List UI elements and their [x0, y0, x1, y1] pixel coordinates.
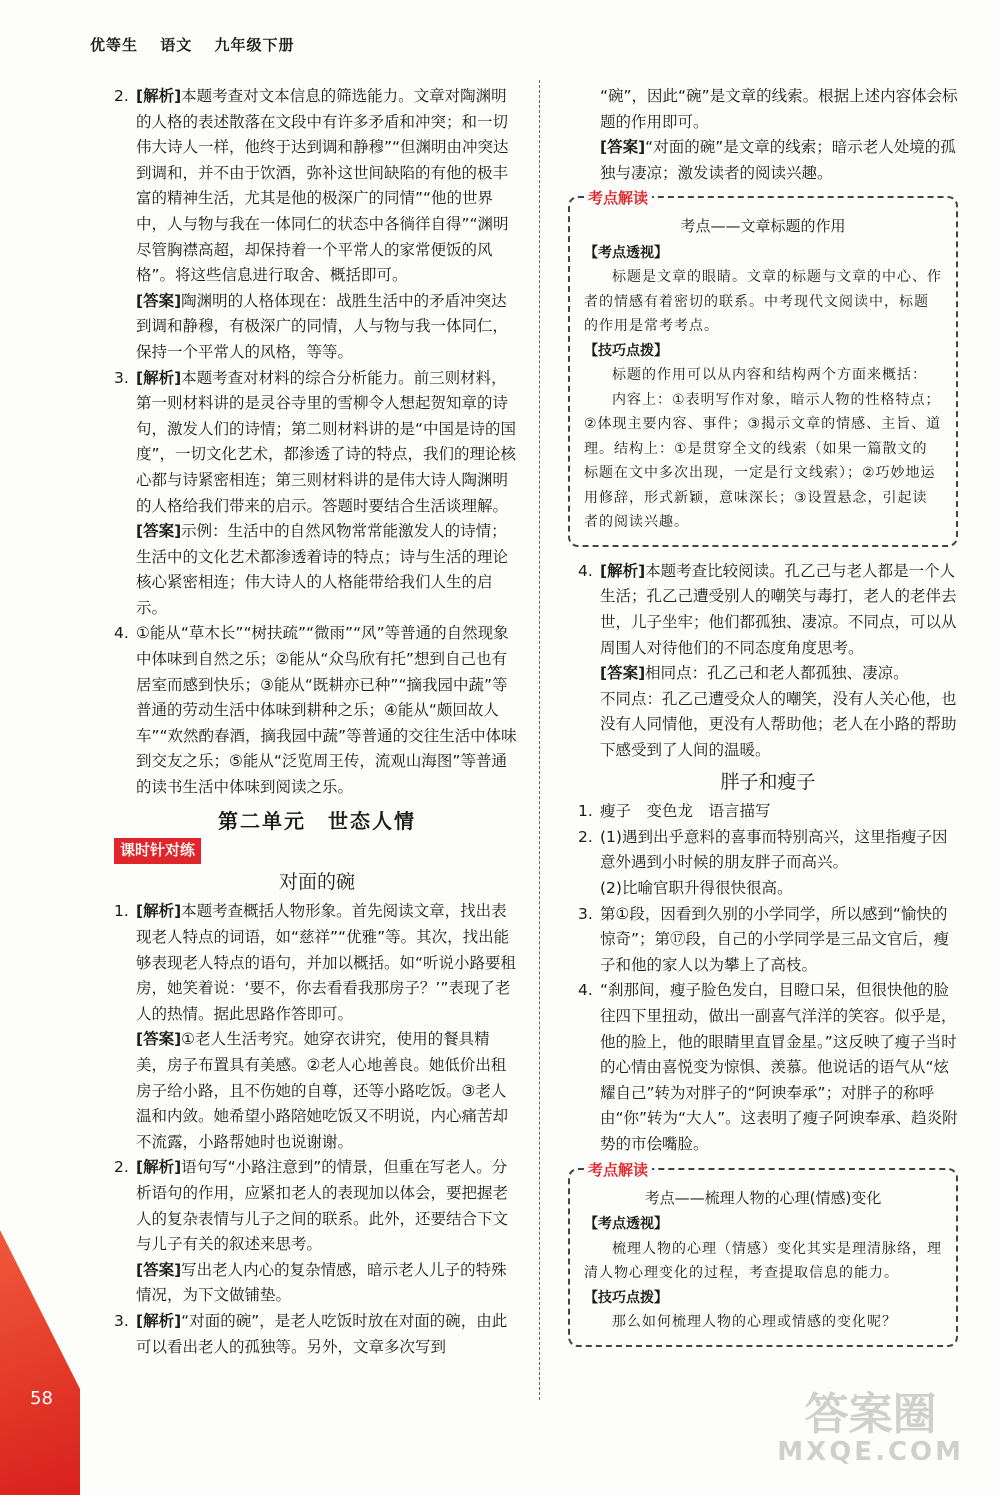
key-point-title: 考点——文章标题的作用	[680, 217, 846, 236]
right-column	[578, 84, 958, 1359]
key-point-body: 那么如何梳理人物的心理或情感的变化呢？	[612, 1314, 897, 1331]
key-point-tab: 考点解读	[584, 186, 652, 211]
l1q3-continued: “碗”，因此“碗”是文章的线索。根据上述内容体会标题的作用即可。	[600, 87, 958, 131]
watermark	[777, 1389, 964, 1467]
key-point-box-title-function	[568, 189, 958, 547]
key-point-sub-tips: 【技巧点拨】	[584, 342, 668, 359]
l1q4-answer-diff: 不同点：孔乙己遭受众人的嘲笑，没有人关心他，也没有人同情他，更没有人帮助他；老人在小路的帮助下感受到了人间的温暖。	[600, 689, 957, 760]
practice-badge-row	[114, 838, 520, 864]
l1q4-analysis: 4. [解析]本题考查比较阅读。孔乙己与老人都是一个人生活；孔乙己遭受别人的嘲笑与毒打，老人的老伴去世，儿子坐牢；他们都孤独、凄凉。不同点，可以从周围人对待他们的不同态度角度思考。	[578, 561, 957, 657]
key-point-box-psychology	[568, 1160, 958, 1347]
page-number: 58	[30, 1388, 53, 1409]
l1q4-answer: [答案]相同点：孔乙己和老人都孤独、凄凉。	[600, 664, 909, 683]
key-point-body: 标题的作用可以从内容和结构两个方面来概括：	[612, 367, 927, 384]
key-point-tab: 考点解读	[584, 1158, 652, 1183]
q4-answer: 4. ①能从“草木长”“树扶疏”“微雨”“风”等普通的自然现象中体味到自然之乐；②能从“众鸟欣有托”想到自己也有居室而感到快乐；③能从“既耕亦已种”“摘我园中蔬”等普通的劳动生活中体味到耕种之乐；④能从“颇回故人车”“欢然酌春酒，摘我园中蔬”等普通的交往生活中体味到交友之乐；⑤能从“泛览周王传，流观山海图”等普通的读书生活中体味到阅读之乐。	[114, 624, 517, 797]
l2q1-answer: 1. 瘦子 变色龙 语言描写	[578, 802, 771, 821]
key-point-body: 内容上：①表明写作对象，暗示人物的性格特点；②体现主要内容、事件；③揭示文章的情感、主旨、道理。结构上：①是贯穿全文的线索（如果一篇散文的标题在文中多次出现，一定是行文线索）；②巧妙地运用修辞，形式新颖，意味深长；③设置悬念，引起读者的阅读兴趣。	[584, 391, 942, 531]
unit-title: 第二单元 世态人情	[218, 808, 416, 833]
watermark-url: MXQE.COM	[777, 1437, 964, 1467]
key-point-sub-tips: 【技巧点拨】	[584, 1289, 668, 1306]
q3-analysis: 3. [解析]本题考查对材料的综合分析能力。前三则材料，第一则材料讲的是灵谷寺里的雪柳令人想起贺知章的诗句，激发人们的诗情；第二则材料讲的是“中国是诗的国度”，一切文化艺术，都渗透了诗的特点，我们的理论核心都与诗紧密相连；第三则材料讲的是伟大诗人陶渊明的人格给我们带来的启示。答题时要结合生活谈理解。	[114, 368, 517, 515]
practice-badge: 课时针对练	[114, 838, 201, 864]
l1q3-analysis: 3. [解析]“对面的碗”，是老人吃饭时放在对面的碗，由此可以看出老人的孤独等。另外，文章多次写到	[114, 1311, 508, 1356]
header-grade: 九年级下册	[214, 36, 295, 54]
l2q3-answer: 3. 第①段，因看到久别的小学同学，所以感到“愉快的惊奇”；第⑰段，自己的小学同学是三品文官后，瘦子和他的家人以为攀上了高枝。	[578, 904, 950, 974]
key-point-title: 考点——梳理人物的心理(情感)变化	[644, 1188, 882, 1207]
lesson-title-bowl: 对面的碗	[278, 870, 355, 893]
q3-answer: [答案]示例：生活中的自然风物常常能激发人的诗情；生活中的文化艺术都渗透着诗的特点；诗与生活的理论核心紧密相连；伟大诗人的人格能带给我们人生的启示。	[136, 522, 509, 617]
key-point-sub-perspective: 【考点透视】	[584, 1216, 668, 1233]
l1q3-answer: [答案]“对面的碗”是文章的线索；暗示老人处境的孤独与凄凉；激发读者的阅读兴趣。	[600, 138, 956, 182]
l1q1-analysis: 1. [解析]本题考查概括人物形象。首先阅读文章，找出表现老人特点的词语，如“慈祥”“优雅”等。其次，找出能够表现老人特点的语句，并加以概括。如“听说小路要租房，她笑着说：‘要不，你去看看我那房子？’”表现了老人的热情。据此思路作答即可。	[114, 902, 517, 1023]
header-book: 优等生	[90, 36, 139, 54]
page-header	[90, 34, 311, 55]
q2-analysis: 2. [解析]本题考查对文本信息的筛选能力。文章对陶渊明的人格的表述散落在文段中有许多矛盾和冲突；和一切伟大诗人一样，他终于达到调和静穆”“但渊明由冲突达到调和，并不由于饮酒，弥补这世间缺陷的有他的极丰富的精神生活，尤其是他的极深广的同情”“他的世界中，人与物与我在一体同仁的状态中各徜徉自得”“渊明尽管胸襟高超，却保持着一个平常人的家常便饭的风格”。将这些信息进行取舍、概括即可。	[114, 87, 509, 285]
left-column	[114, 84, 520, 1360]
column-divider	[539, 80, 540, 1400]
header-subject: 语文	[160, 36, 193, 54]
page-corner-decoration	[0, 1230, 80, 1495]
l2q4-answer: 4. “刹那间，瘦子脸色发白，目瞪口呆，但很快他的脸往四下里扭动，做出一副喜气洋洋的笑容。似乎是，他的脸上，他的眼睛里直冒金星。”这反映了瘦子当时的心情由喜悦变为惊惧、羡慕。他说话的语气从“炫耀自己”转为对胖子的“阿谀奉承”；对胖子的称呼由“你”转为“大人”。这表明了瘦子阿谀奉承、趋炎附势的市侩嘴脸。	[578, 981, 958, 1153]
q2-answer: [答案]陶渊明的人格体现在：战胜生活中的矛盾冲突达到调和静穆，有极深广的同情，人与物与我一体同仁，保持一个平常人的风格，等等。	[136, 291, 509, 361]
l1q2-answer: [答案]写出老人内心的复杂情感，暗示老人儿子的特殊情况，为下文做铺垫。	[136, 1260, 507, 1305]
l1q1-answer: [答案]①老人生活考究。她穿衣讲究，使用的餐具精美，房子布置具有美感。②老人心地善良。她低价出租房子给小路，且不伤她的自尊，还等小路吃饭。③老人温和内敛。她希望小路陪她吃饭又不明说，内心痛苦却不流露，小路帮她时也说谢谢。	[136, 1030, 509, 1151]
key-point-body: 梳理人物的心理（情感）变化其实是理清脉络，理清人物心理变化的过程，考查提取信息的能力。	[584, 1240, 942, 1282]
l2q2-answer: 2. (1)遇到出乎意料的喜事而特别高兴，这里指瘦子因意外遇到小时候的朋友胖子而高兴。	[578, 827, 948, 872]
l2q2-answer-2: (2)比喻官职升得很快很高。	[600, 879, 793, 897]
key-point-sub-perspective: 【考点透视】	[584, 244, 668, 261]
lesson-title-fat-thin: 胖子和瘦子	[720, 770, 816, 793]
key-point-body: 标题是文章的眼睛。文章的标题与文章的中心、作者的情感有着密切的联系。中考现代文阅读中，标题的作用是常考考点。	[584, 269, 942, 335]
l1q2-analysis: 2. [解析]语句写“小路注意到”的情景，但重在写老人。分析语句的作用，应紧扣老人的表现加以体会，要把握老人的复杂表情与儿子之间的联系。此外，还要结合下文与儿子有关的叙述来思考。	[114, 1158, 509, 1254]
watermark-main: 答案圈	[804, 1389, 937, 1440]
